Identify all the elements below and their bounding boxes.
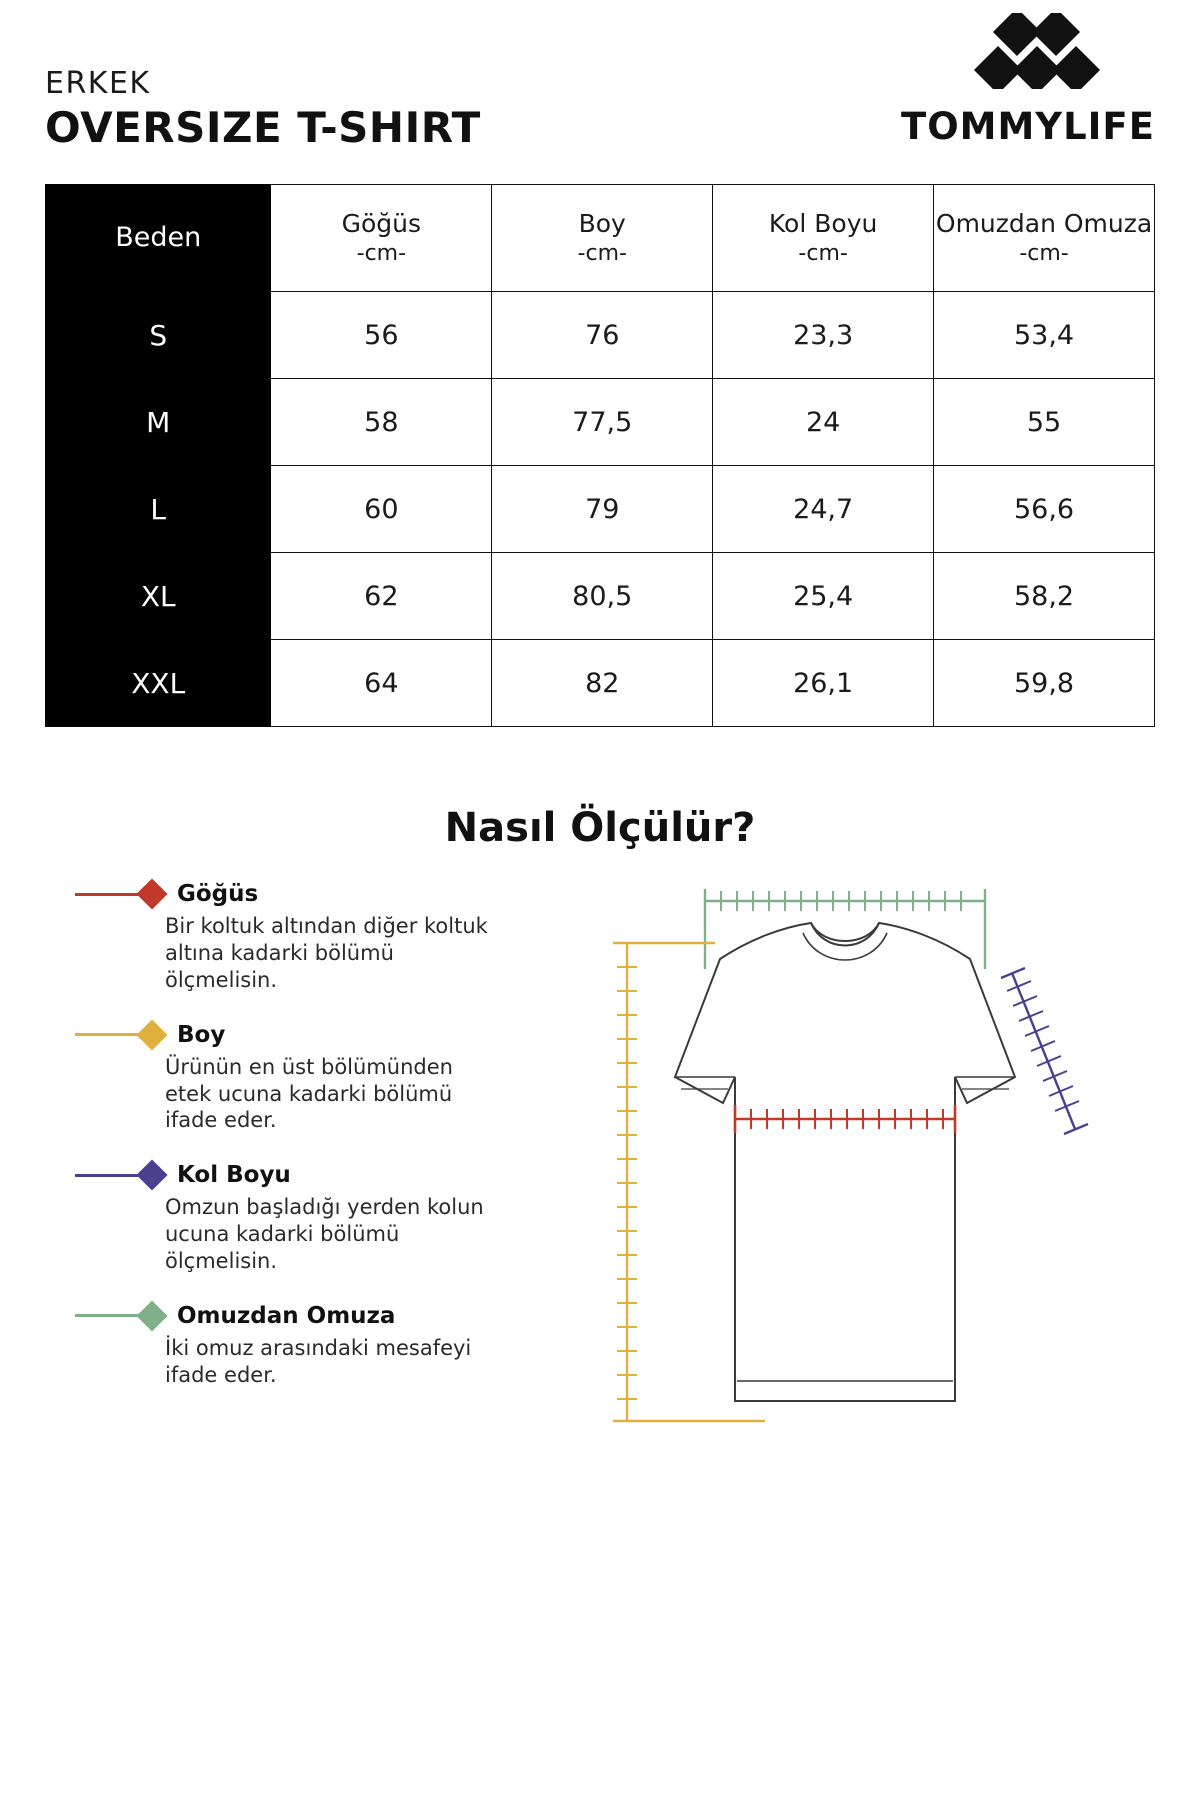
table-row: [46, 553, 1155, 640]
legend-line-omuzdan-omuza: [75, 1314, 143, 1317]
column-header-kol-boyu: [713, 185, 934, 292]
table-row: [46, 640, 1155, 727]
column-header-boy-label: Boy: [578, 208, 626, 238]
legend-item-gogus: [75, 881, 515, 994]
cell-size: XXL: [46, 640, 271, 727]
legend-name-gogus: Göğüs: [177, 881, 259, 907]
table-row: [46, 466, 1155, 553]
cell-omuzdan-omuza: 59,8: [934, 640, 1155, 727]
tshirt-diagram: [515, 881, 1155, 1461]
table-body: [46, 292, 1155, 727]
cell-omuzdan-omuza: 55: [934, 379, 1155, 466]
cell-boy: 76: [492, 292, 713, 379]
legend-name-boy: Boy: [177, 1021, 226, 1048]
cell-gogus: 64: [271, 640, 492, 727]
cell-boy: 79: [492, 466, 713, 553]
cell-gogus: 60: [271, 466, 492, 553]
column-header-omuzdan-omuza-unit: -cm-: [1019, 240, 1069, 266]
column-header-gogus-label: Göğüs: [341, 208, 422, 238]
diamond-marker-icon: [136, 878, 167, 909]
legend-desc-omuzdan-omuza: İki omuz arasındaki mesafeyi ifade eder.: [165, 1335, 472, 1387]
cell-size: XL: [46, 553, 271, 640]
brand-block: [901, 13, 1155, 150]
cell-boy: 80,5: [492, 553, 713, 640]
cell-size: M: [46, 379, 271, 466]
cell-boy: 77,5: [492, 379, 713, 466]
column-header-omuzdan-omuza: [934, 185, 1155, 292]
legend-desc-kol-boyu: Omzun başladığı yerden kolun ucuna kadarki bölümü ölçmelisin.: [165, 1195, 484, 1273]
diamond-marker-icon: [136, 1019, 167, 1050]
column-header-kol-boyu-label: Kol Boyu: [768, 208, 878, 238]
legend-item-kol-boyu: [75, 1162, 515, 1275]
column-header-boy-unit: -cm-: [577, 240, 627, 266]
legend-head: [75, 1303, 515, 1329]
product-category: ERKEK: [45, 66, 151, 102]
product-name: OVERSIZE T-SHIRT: [45, 102, 481, 152]
legend-line-boy: [75, 1033, 143, 1036]
cell-omuzdan-omuza: 56,6: [934, 466, 1155, 553]
legend-desc-boy: Ürünün en üst bölümünden etek ucuna kadarki bölümü ifade eder.: [165, 1054, 453, 1133]
page-title: [45, 68, 481, 150]
legend-head: [75, 1022, 515, 1048]
cell-omuzdan-omuza: 53,4: [934, 292, 1155, 379]
cell-size: L: [46, 466, 271, 553]
brand-name: TOMMYLIFE: [900, 105, 1155, 148]
measurement-legend: [45, 881, 515, 1461]
cell-kol-boyu: 25,4: [713, 553, 934, 640]
column-header-gogus: [271, 185, 492, 292]
table-row: [46, 379, 1155, 466]
cell-gogus: 56: [271, 292, 492, 379]
legend-item-boy: [75, 1022, 515, 1135]
column-header-gogus-unit: -cm-: [356, 240, 407, 266]
column-header-beden-label: Beden: [115, 222, 202, 254]
legend-head: [75, 881, 515, 907]
table-head: [46, 185, 1155, 292]
howto-section: [45, 881, 1155, 1461]
legend-head: [75, 1162, 515, 1188]
cell-kol-boyu: 23,3: [713, 292, 934, 379]
page-header: [45, 0, 1155, 150]
tshirt-outline-icon: [515, 881, 1135, 1461]
sleeve-measure-line: [1001, 968, 1088, 1134]
cell-gogus: 62: [271, 553, 492, 640]
legend-item-omuzdan-omuza: [75, 1303, 515, 1389]
legend-desc-gogus: Bir koltuk altından diğer koltuk altına kadarki bölümü ölçmelisin.: [165, 914, 488, 992]
column-header-omuzdan-omuza-label: Omuzdan Omuza: [935, 208, 1153, 238]
column-header-beden: [46, 185, 271, 292]
diamond-marker-icon: [136, 1300, 167, 1331]
column-header-boy: [492, 185, 713, 292]
diamond-marker-icon: [136, 1160, 167, 1191]
cell-kol-boyu: 26,1: [713, 640, 934, 727]
table-header-row: [46, 185, 1155, 292]
legend-name-omuzdan-omuza: Omuzdan Omuza: [177, 1302, 396, 1329]
cell-omuzdan-omuza: 58,2: [934, 553, 1155, 640]
size-table: [45, 184, 1155, 727]
legend-name-kol-boyu: Kol Boyu: [177, 1162, 291, 1189]
legend-line-gogus: [75, 893, 143, 896]
howto-title: Nasıl Ölçülür?: [444, 805, 756, 851]
cell-boy: 82: [492, 640, 713, 727]
table-row: [46, 292, 1155, 379]
cell-kol-boyu: 24,7: [713, 466, 934, 553]
diamond-cluster-logo-icon: [938, 13, 1118, 93]
column-header-kol-boyu-unit: -cm-: [798, 240, 848, 266]
legend-line-kol-boyu: [75, 1174, 143, 1177]
cell-kol-boyu: 24: [713, 379, 934, 466]
cell-gogus: 58: [271, 379, 492, 466]
cell-size: S: [46, 292, 271, 379]
